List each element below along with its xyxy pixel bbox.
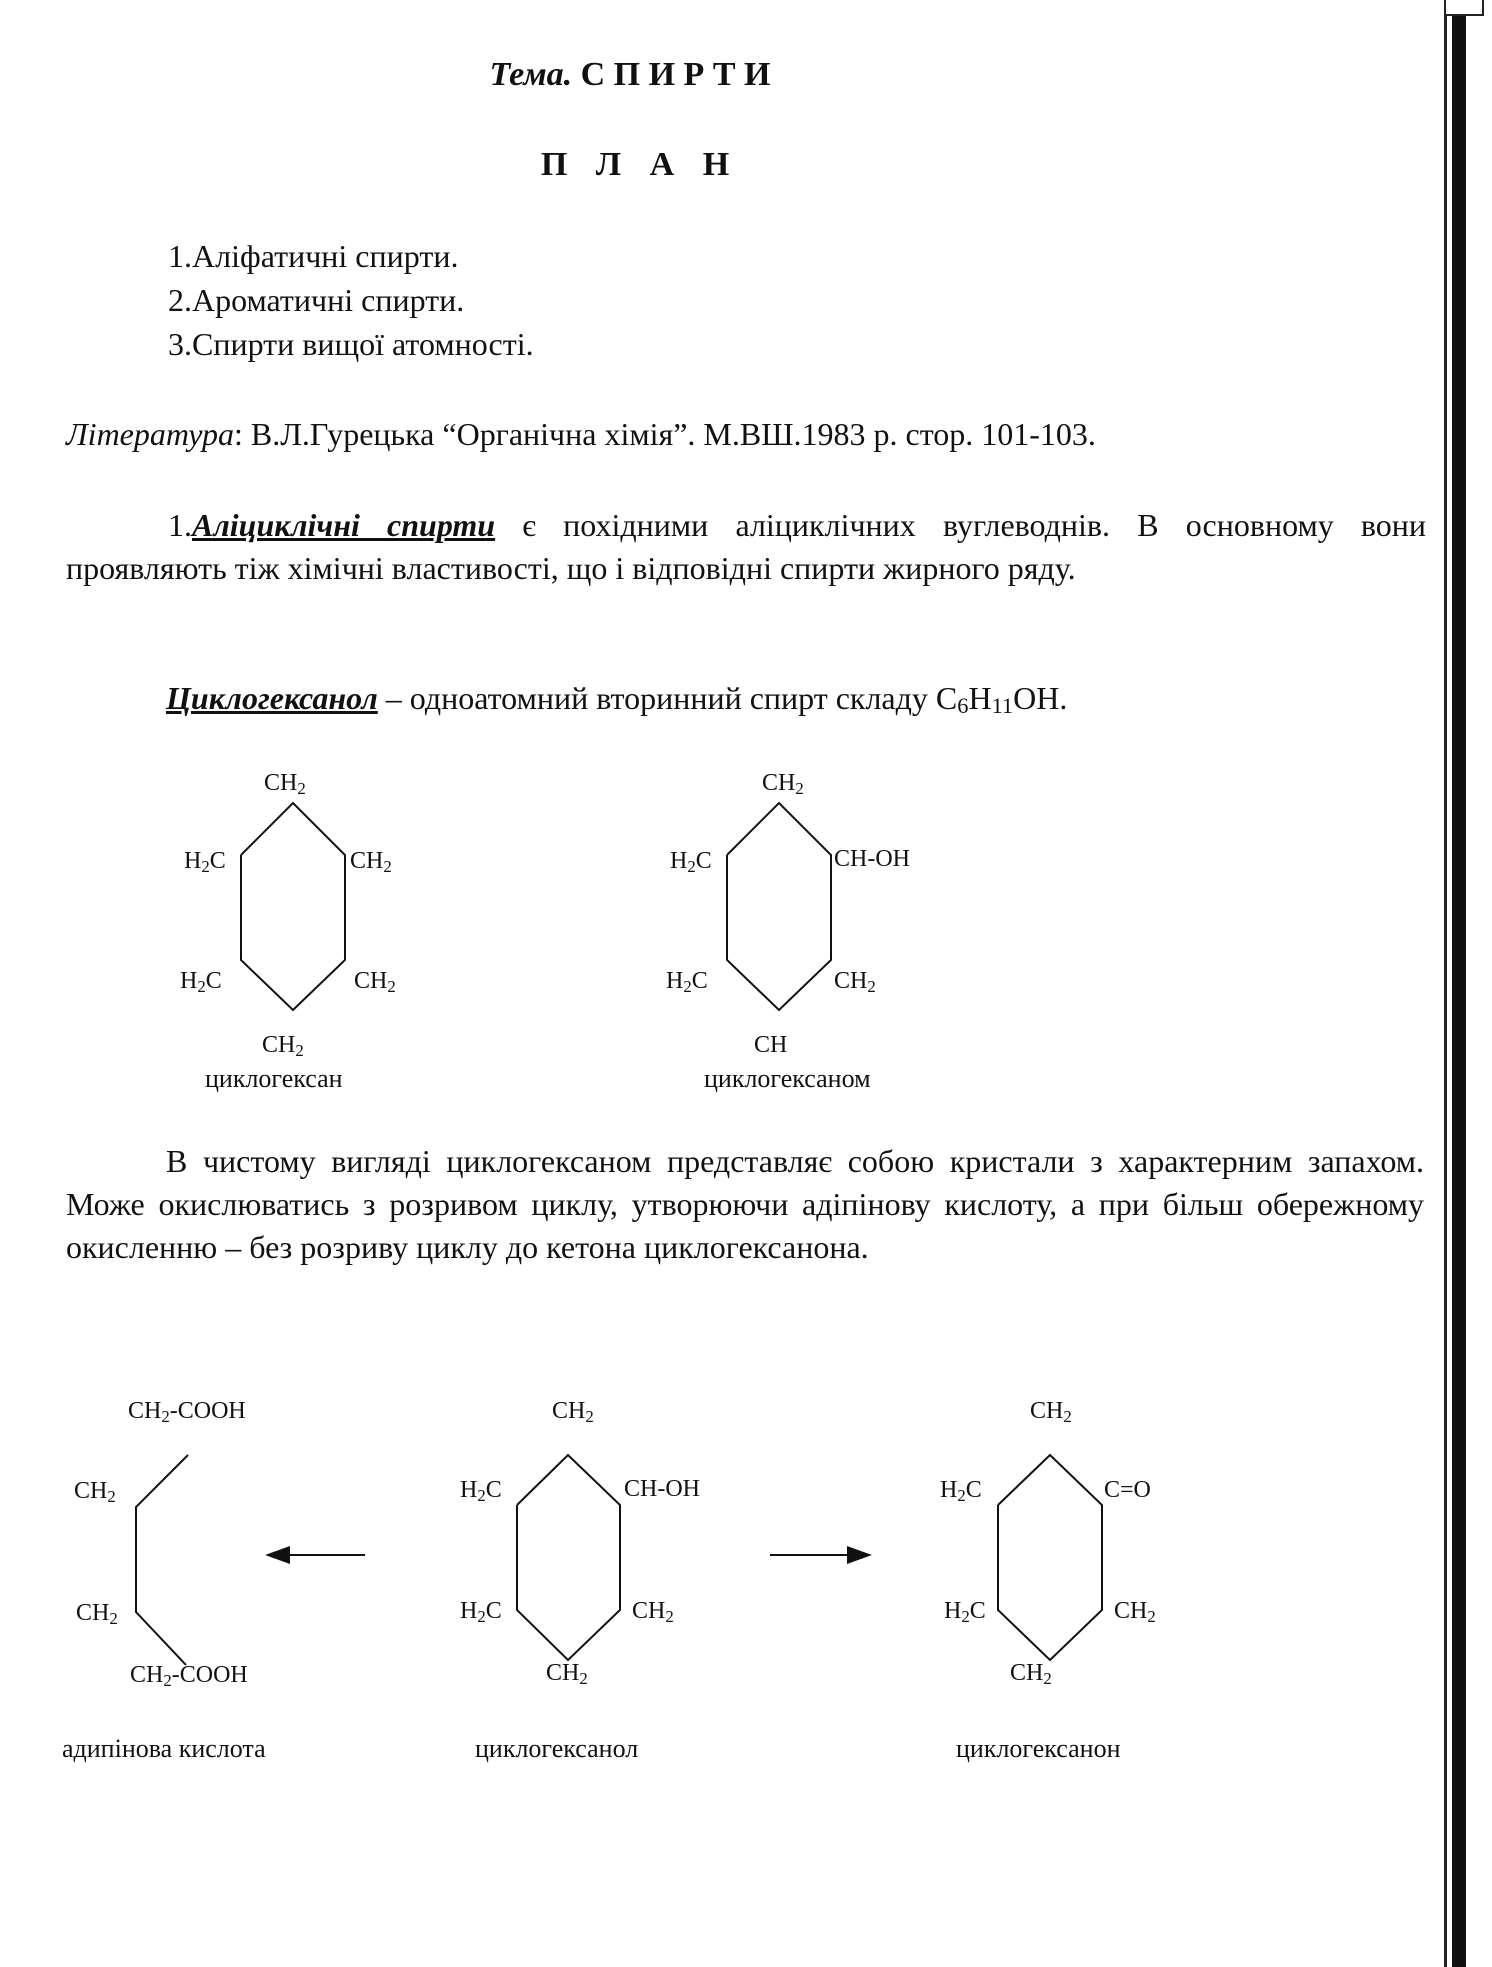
r2b-upper-right: CH-OH — [624, 1476, 700, 1502]
r1l-lower-left: $H_2C$ — [180, 968, 222, 996]
r2b-bottom: $CH_2$ — [546, 1660, 588, 1688]
literature-label: Література — [66, 416, 234, 452]
section1-term: Аліциклічні спирти — [192, 507, 496, 543]
r2c-name: циклогексанон — [956, 1734, 1121, 1763]
scan-edge-corner — [1444, 0, 1484, 16]
hexagon-cyclohexanone — [998, 1455, 1102, 1660]
r1l-lower-right: $CH_2$ — [354, 968, 396, 996]
r2a-bottom: $CH_2$-COOH — [130, 1662, 248, 1690]
hexagon-cyclohexanol-1 — [727, 803, 831, 1010]
r1r-upper-left: $H_2C$ — [670, 848, 712, 876]
r2c-top: $CH_2$ — [1030, 1398, 1072, 1426]
hexagon-cyclohexane — [241, 803, 345, 1010]
r2b-lower-right: $CH_2$ — [632, 1598, 674, 1626]
literature-text: : В.Л.Гурецька “Органічна хімія”. М.ВШ.1983 р. стор. 101-103. — [233, 416, 1096, 452]
hexagon-cyclohexanol-2 — [517, 1455, 620, 1660]
arrow-right-head — [847, 1546, 872, 1564]
scan-edge-line — [1444, 0, 1447, 1967]
title-main: С П И Р Т И — [580, 56, 771, 93]
r1l-upper-left: $H_2C$ — [184, 848, 226, 876]
r1l-bottom: $CH_2$ — [262, 1032, 304, 1060]
scan-edge-bar — [1452, 0, 1466, 1967]
formula-h: H — [968, 680, 992, 716]
title-prefix: Тема. — [489, 56, 573, 93]
r1r-lower-left: $H_2C$ — [666, 968, 708, 996]
chain-adipic — [136, 1455, 188, 1665]
formula-oh: OH. — [1013, 680, 1068, 716]
r2b-lower-left: $H_2C$ — [460, 1598, 502, 1626]
cyclohexanol-term: Циклогексанол — [166, 680, 378, 716]
r2c-upper-left: $H_2C$ — [940, 1477, 982, 1505]
r1l-name: циклогексан — [205, 1064, 343, 1093]
r1l-upper-right: $CH_2$ — [350, 848, 392, 876]
r2c-bottom: $CH_2$ — [1010, 1660, 1052, 1688]
formula-sub-6: 6 — [957, 693, 969, 718]
section1-rest: є похідними аліциклічних вуглеводнів. В основному вони проявляють тіж хімічні властивості, що і відповідні спирти жирного ряду. — [66, 507, 1427, 586]
plan-item-3: 3.Спирти вищої атомності. — [168, 326, 534, 362]
section1-number: 1. — [168, 507, 192, 543]
r1r-lower-right: $CH_2$ — [834, 968, 876, 996]
r1r-name: циклогексаном — [704, 1064, 871, 1093]
r1l-top: $CH_2$ — [264, 770, 306, 798]
r1r-bottom: CH — [754, 1032, 788, 1058]
r2c-lower-left: $H_2C$ — [944, 1598, 986, 1626]
r1r-top: $CH_2$ — [762, 770, 804, 798]
plan-item-1: 1.Аліфатичні спирти. — [168, 238, 459, 274]
r2b-name: циклогексанол — [475, 1734, 639, 1763]
r2a-l2: $CH_2$ — [76, 1600, 118, 1628]
r2c-lower-right: $CH_2$ — [1114, 1598, 1156, 1626]
paragraph-2 — [66, 1140, 1424, 1269]
r2a-l1: $CH_2$ — [74, 1478, 116, 1506]
plan-item-2: 2.Ароматичні спирти. — [168, 282, 465, 318]
arrow-left-head — [265, 1546, 290, 1564]
paragraph-2-text: В чистому вигляді циклогексаном представляє собою кристали з характерним запахом. Може окислюватись з розривом циклу, утворюючи адіпінову кислоту, а при більш обережному окисленню – без розриву циклу до кетона циклогексанона. — [66, 1143, 1424, 1265]
r2a-name: адипінова кислота — [62, 1734, 266, 1763]
r2a-top: $CH_2$-COOH — [128, 1398, 246, 1426]
r1r-upper-right: CH-OH — [834, 846, 910, 872]
r2b-top: $CH_2$ — [552, 1398, 594, 1426]
formula-sub-11: 11 — [991, 693, 1014, 718]
plan-heading: П Л А Н — [540, 146, 740, 183]
cyclohexanol-text-before: – одноатомний вторинний спирт складу C — [377, 680, 958, 716]
r2c-upper-right: C=O — [1104, 1477, 1151, 1503]
r2b-upper-left: $H_2C$ — [460, 1477, 502, 1505]
